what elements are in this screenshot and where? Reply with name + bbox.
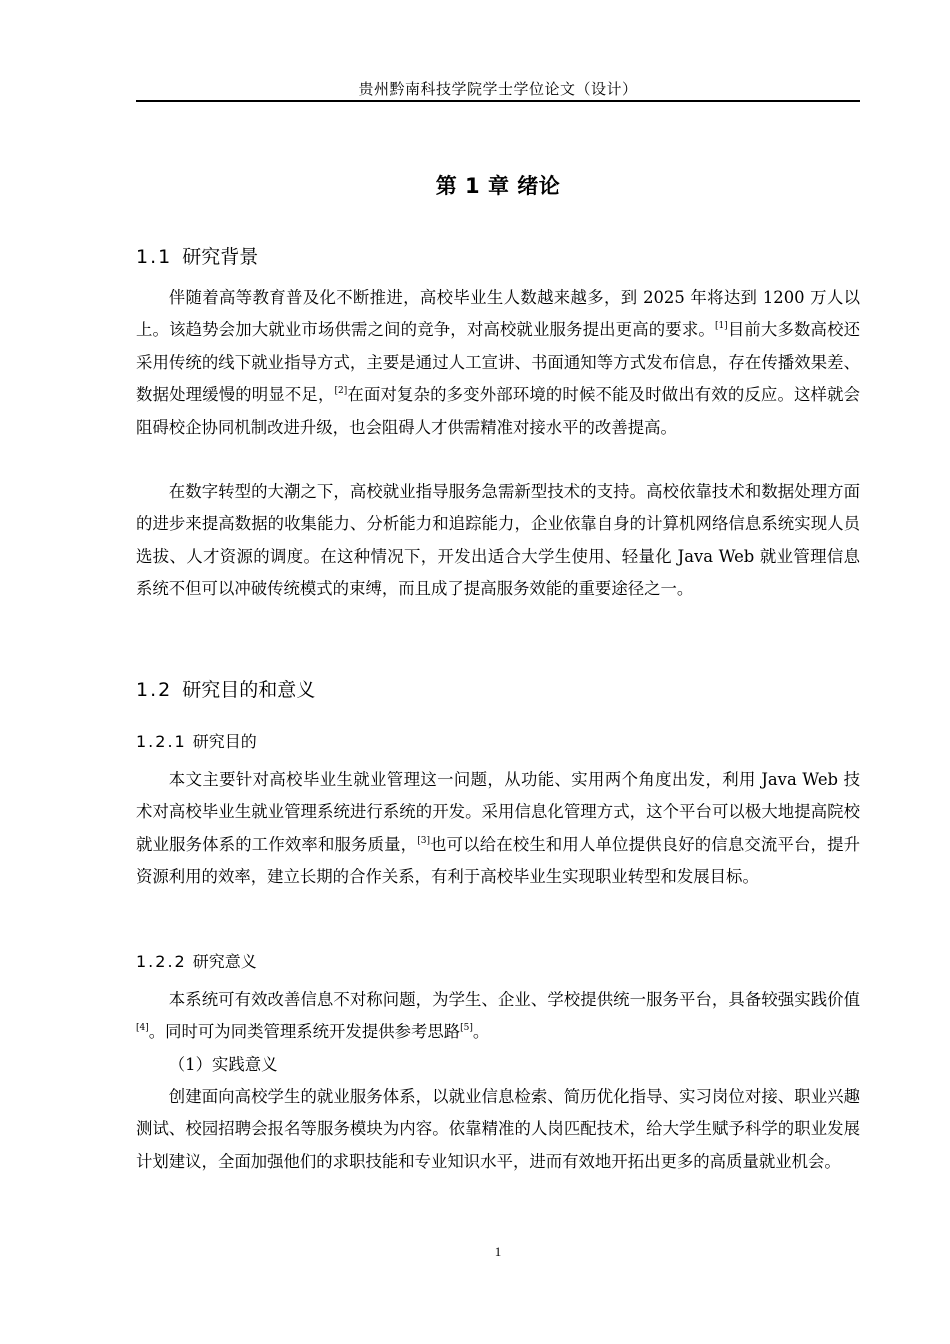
section-number: 1.2.2 bbox=[136, 952, 187, 971]
paragraph-text: 目前大多数高校还采用传统的线下就业指导方式，主要是通过人工宣讲、书面通知等方式发布信息，存在传播效果差、数据处理缓慢的明显不足， bbox=[136, 320, 861, 405]
paragraph-practical bbox=[136, 1081, 860, 1178]
paragraph-text: 在数字转型的大潮之下，高校就业指导服务急需新型技术的支持。高校依靠技术和数据处理方面的进步来提高数据的收集能力、分析能力和追踪能力，企业依靠自身的计算机网络信息系统实现人员选拔、人才资源的调度。在这种情况下，开发出适合大学生使用、轻量化 Java Web 就业管理信息系统不但可以冲破传统模式的束缚，而且成了提高服务效能的重要途径之一。 bbox=[136, 482, 860, 599]
section-title: 研究意义 bbox=[192, 952, 257, 971]
paragraph-text: 本系统可有效改善信息不对称问题，为学生、企业、学校提供统一服务平台，具备较强实践价值 bbox=[168, 990, 860, 1009]
citation-ref: [3] bbox=[417, 835, 430, 846]
section-heading-1-2-2 bbox=[136, 949, 257, 972]
citation-ref: [5] bbox=[460, 1023, 473, 1034]
page-number: 1 bbox=[494, 1244, 502, 1259]
paragraph-text: 在面对复杂的多变外部环境的时候不能及时做出有效的反应。这样就会阻碍校企协同机制改进升级，也会阻碍人才供需精准对接水平的改善提高。 bbox=[136, 385, 861, 437]
list-item-practical-significance bbox=[136, 1049, 860, 1081]
section-heading-1-2-1 bbox=[136, 729, 257, 752]
citation-ref: [1] bbox=[714, 321, 728, 332]
section-number: 1.2.1 bbox=[136, 732, 187, 751]
paragraph-text: 。 bbox=[472, 1022, 490, 1042]
section-title: 研究目的 bbox=[192, 732, 257, 751]
header-rule bbox=[136, 100, 860, 102]
citation-ref: [4] bbox=[136, 1023, 149, 1034]
paragraph-purpose bbox=[136, 764, 860, 894]
section-title: 研究目的和意义 bbox=[182, 679, 316, 701]
section-heading-1-2 bbox=[136, 675, 315, 702]
paragraph-significance bbox=[136, 984, 860, 1049]
section-number: 1.1 bbox=[136, 246, 173, 268]
citation-ref: [2] bbox=[334, 386, 348, 397]
paragraph-text: 本文主要针对高校毕业生就业管理这一问题，从功能、实用两个角度出发，利用 Java Web 技术对高校毕业生就业管理系统进行系统的开发。采用信息化管理方式，这个平台可以极大地提高院校就业服务体系的工作效率和服务质量， bbox=[136, 770, 860, 854]
paragraph-background-1 bbox=[136, 282, 860, 444]
section-heading-1-1 bbox=[136, 242, 258, 269]
section-title: 研究背景 bbox=[182, 246, 259, 268]
paragraph-text: 创建面向高校学生的就业服务体系，以就业信息检索、简历优化指导、实习岗位对接、职业兴趣测试、校园招聘会报名等服务模块为内容。依靠精准的人岗匹配技术，给大学生赋予科学的职业发展计划建议，全面加强他们的求职技能和专业知识水平，进而有效地开拓出更多的高质量就业机会。 bbox=[136, 1087, 860, 1171]
paragraph-text: （1）实践意义 bbox=[168, 1055, 278, 1074]
paragraph-background-2 bbox=[136, 476, 860, 606]
running-header: 贵州黔南科技学院学士学位论文（设计） bbox=[358, 80, 638, 98]
paragraph-text: 。同时可为同类管理系统开发提供参考思路 bbox=[148, 1022, 461, 1042]
chapter-title: 第 1 章 绪论 bbox=[435, 174, 561, 198]
section-number: 1.2 bbox=[136, 679, 173, 701]
paragraph-text: 伴随着高等教育普及化不断推进，高校毕业生人数越来越多，到 2025 年将达到 1200 万人以上。该趋势会加大就业市场供需之间的竞争，对高校就业服务提出更高的要求。 bbox=[136, 288, 860, 340]
paragraph-text: 也可以给在校生和用人单位提供良好的信息交流平台，提升资源利用的效率，建立长期的合作关系，有利于高校毕业生实现职业转型和发展目标。 bbox=[136, 834, 861, 887]
